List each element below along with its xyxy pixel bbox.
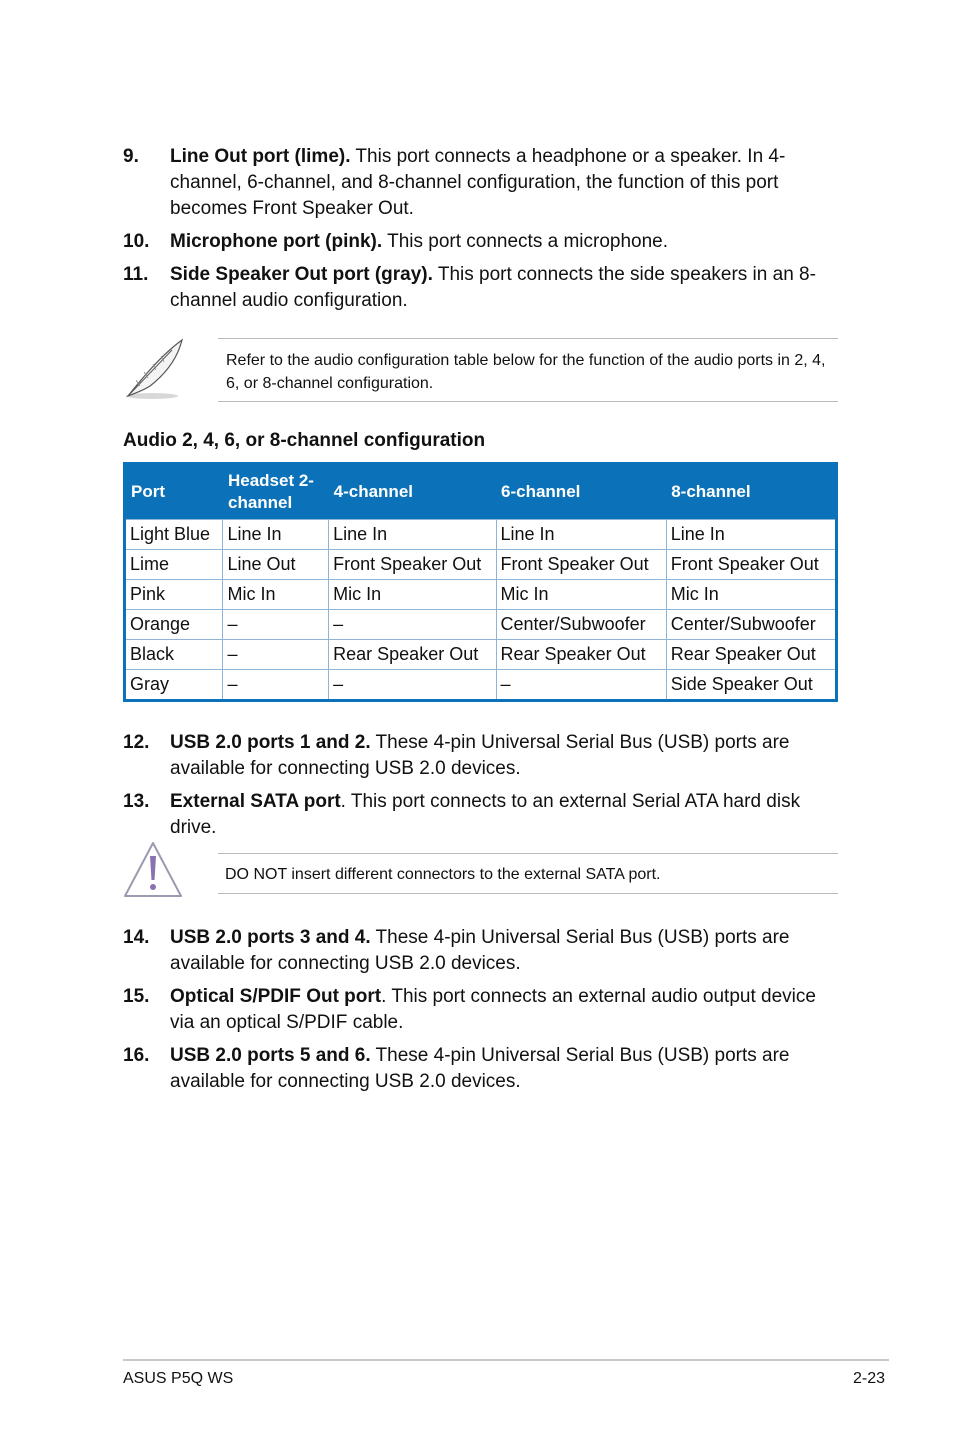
item-number: 13. [123,791,150,812]
item-heading: Microphone port (pink). [170,231,383,252]
column-header: 8-channel [666,464,836,520]
footer-divider [123,1359,889,1361]
table-cell: Mic In [329,580,496,610]
item-text: . This port connects an external audio output device via an optical S/PDIF cable. [170,986,816,1033]
item-number: 9. [123,146,139,167]
warning-box [218,853,838,894]
table-title: Audio 2, 4, 6, or 8-channel configuration [123,430,486,451]
item-number: 14. [123,927,150,948]
table-cell: – [223,670,329,701]
table-row [125,520,837,550]
note-box [218,338,838,402]
table-row [125,550,837,580]
table-cell: Line In [223,520,329,550]
table-cell: Side Speaker Out [666,670,836,701]
column-header-text: Headset 2-channel [227,471,314,512]
table-cell: Front Speaker Out [496,550,666,580]
item-heading: Line Out port (lime). [170,146,351,167]
table-cell: Front Speaker Out [666,550,836,580]
table-cell: Center/Subwoofer [666,610,836,640]
item-heading: Side Speaker Out port (gray). [170,264,433,285]
table-cell: Orange [125,610,223,640]
table-row [125,670,837,701]
table-cell: Light Blue [125,520,223,550]
table-cell: – [496,670,666,701]
table-row [125,610,837,640]
table-cell: Lime [125,550,223,580]
item-text: These 4-pin Universal Serial Bus (USB) ports are available for connecting USB 2.0 devices. [170,1045,790,1092]
item-heading: USB 2.0 ports 1 and 2. [170,732,371,753]
table-cell: Line Out [223,550,329,580]
table-cell: Mic In [223,580,329,610]
item-heading: USB 2.0 ports 3 and 4. [170,927,371,948]
table-cell: – [223,610,329,640]
item-number: 12. [123,732,150,753]
item-text: This port connects a headphone or a speaker. In 4-channel, 6-channel, and 8-channel configuration, the function of this port becomes Front Speaker Out. [170,146,786,219]
table-cell: – [223,640,329,670]
column-header: 6-channel [496,464,666,520]
table-cell: Pink [125,580,223,610]
item-heading: External SATA port [170,791,341,812]
table-cell: Rear Speaker Out [666,640,836,670]
table-cell: – [329,670,496,701]
table-cell: Line In [496,520,666,550]
quill-pen-icon [120,336,190,402]
table-cell: Center/Subwoofer [496,610,666,640]
table-cell: Rear Speaker Out [496,640,666,670]
table-cell: Front Speaker Out [329,550,496,580]
table-cell: – [329,610,496,640]
table-cell: Rear Speaker Out [329,640,496,670]
table-row [125,640,837,670]
column-header [223,464,329,520]
table-row [125,580,837,610]
warning-triangle-icon [122,840,184,900]
item-heading: USB 2.0 ports 5 and 6. [170,1045,371,1066]
audio-config-table [123,462,838,702]
table-cell: Line In [329,520,496,550]
item-heading: Optical S/PDIF Out port [170,986,382,1007]
item-text: This port connects a microphone. [382,231,669,252]
item-text: These 4-pin Universal Serial Bus (USB) ports are available for connecting USB 2.0 devices. [170,927,790,974]
column-header: Port [125,464,223,520]
item-number: 15. [123,986,150,1007]
warning-text: DO NOT insert different connectors to the external SATA port. [225,866,661,883]
item-number: 16. [123,1045,150,1066]
table-header-row [125,464,837,520]
table-cell: Mic In [496,580,666,610]
item-text: This port connects the side speakers in an 8-channel audio configuration. [170,264,816,311]
note-text: Refer to the audio configuration table below for the function of the audio ports in 2, 4, 6, or 8-channel configuration. [226,352,826,392]
footer-product-name: ASUS P5Q WS [123,1370,234,1387]
table-cell: Line In [666,520,836,550]
table-cell: Gray [125,670,223,701]
page-number: 2-23 [853,1370,886,1387]
column-header: 4-channel [329,464,496,520]
table-cell: Mic In [666,580,836,610]
item-text: These 4-pin Universal Serial Bus (USB) ports are available for connecting USB 2.0 devices. [170,732,790,779]
item-number: 10. [123,231,150,252]
item-number: 11. [123,264,149,285]
table-cell: Black [125,640,223,670]
item-text: . This port connects to an external Serial ATA hard disk drive. [170,791,801,838]
